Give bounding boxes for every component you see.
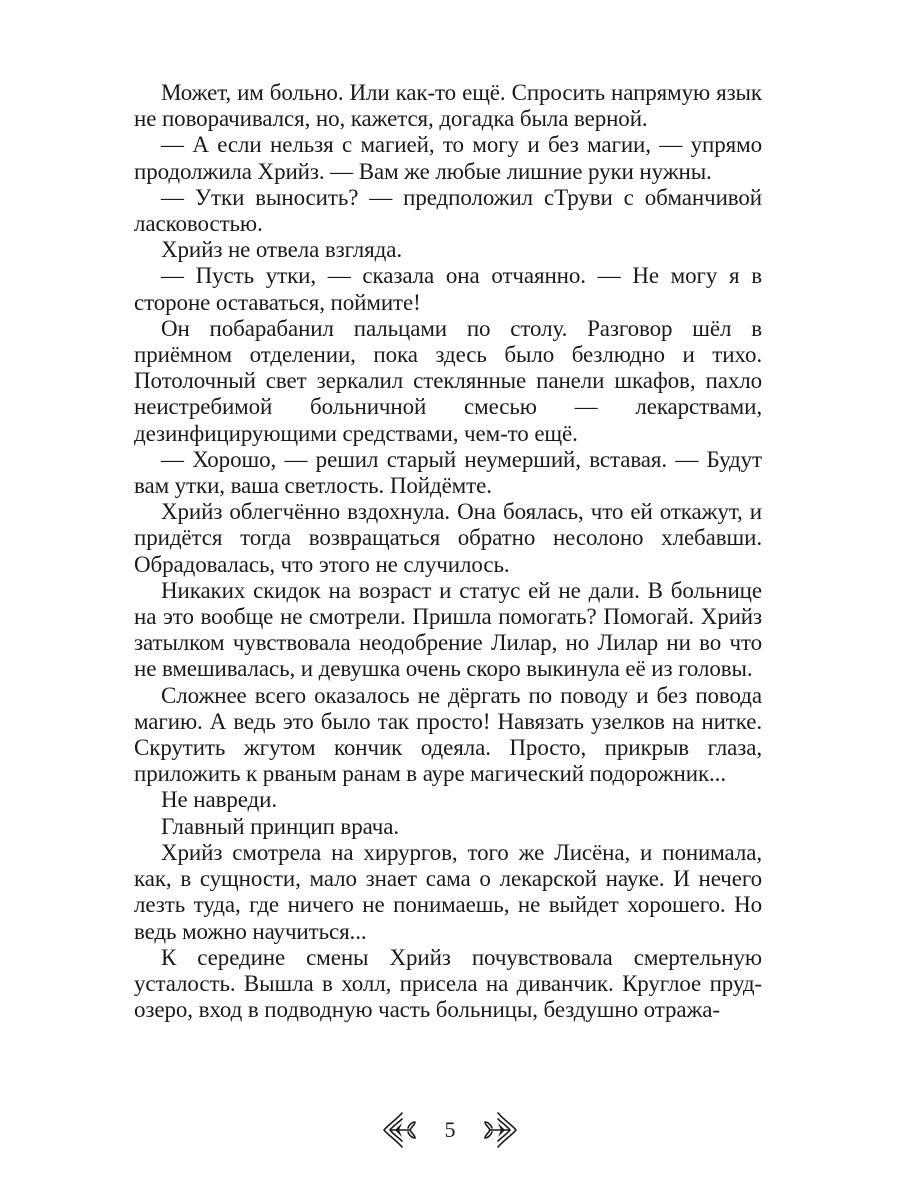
paragraph-1: Может, им больно. Или как-то ещё. Спросить напрямую язык не поворачивался, но, кажется, догадка была верной.: [134, 80, 762, 132]
paragraph-12: Главный принцип врача.: [161, 813, 400, 839]
page-number: 5: [444, 1117, 456, 1142]
paragraph-6: Он побарабанил пальцами по столу. Разговор шёл в приёмном отделении, пока здесь было безлюдно и тихо. Потолочный свет зеркалил стеклянные панели шкафов, пахло неистребимой больничной смесью — лекарствами, дезинфицирующими средствами, чем-то ещё.: [134, 315, 762, 446]
paragraph-13: Хрийз смотрела на хирургов, того же Лисёна, и понимала, как, в сущности, мало знает сама о лекарской науке. И нечего лезть туда, где ничего не понимаешь, не выйдет хорошего. Но ведь можно научиться...: [134, 839, 762, 944]
page-body: [134, 80, 762, 1023]
paragraph-7: — Хорошо, — решил старый неумерший, вставая. — Будут вам утки, ваша светлость. Пойдёмте.: [134, 446, 762, 499]
paragraph-2: — А если нельзя с магией, то могу и без магии, — упрямо продолжила Хрийз. — Вам же любые лишние руки нужны.: [134, 132, 762, 184]
page-footer: [0, 1108, 900, 1152]
paragraph-8: Хрийз облегчённо вздохнула. Она боялась, что ей откажут, и придётся тогда возвращаться обратно несолоно хлебавши. Обрадовалась, что этого не случилось.: [134, 499, 762, 577]
paragraph-14: К середине смены Хрийз почувствовала смертельную усталость. Вышла в холл, присела на диванчик. Круглое пруд-озеро, вход в подводную часть больницы, бездушно отража-: [134, 944, 762, 1023]
paragraph-3: — Утки выносить? — предположил сТруви с обманчивой ласковостью.: [134, 184, 762, 237]
paragraph-10: Сложнее всего оказалось не дёргать по поводу и без повода магию. А ведь это было так просто! Навязать узелков на нитке. Скрутить жгутом кончик одеяла. Просто, прикрыв глаза, приложить к рваным ранам в ауре магический подорожник...: [134, 682, 762, 787]
ornament-left-icon: [382, 1110, 416, 1150]
ornament-right-icon: [484, 1110, 518, 1150]
paragraph-4: Хрийз не отвела взгляда.: [161, 237, 402, 263]
paragraph-9: Никаких скидок на возраст и статус ей не дали. В больнице на это вообще не смотрели. Пришла помогать? Помогай. Хрийз затылком чувствовала неодобрение Лилар, но Лилар ни во что не вмешивалась, и девушка очень скоро выкинула её из головы.: [134, 577, 762, 682]
paragraph-11: Не навреди.: [161, 787, 278, 813]
paragraph-5: — Пусть утки, — сказала она отчаянно. — Не могу я в стороне оставаться, поймите!: [134, 263, 762, 315]
